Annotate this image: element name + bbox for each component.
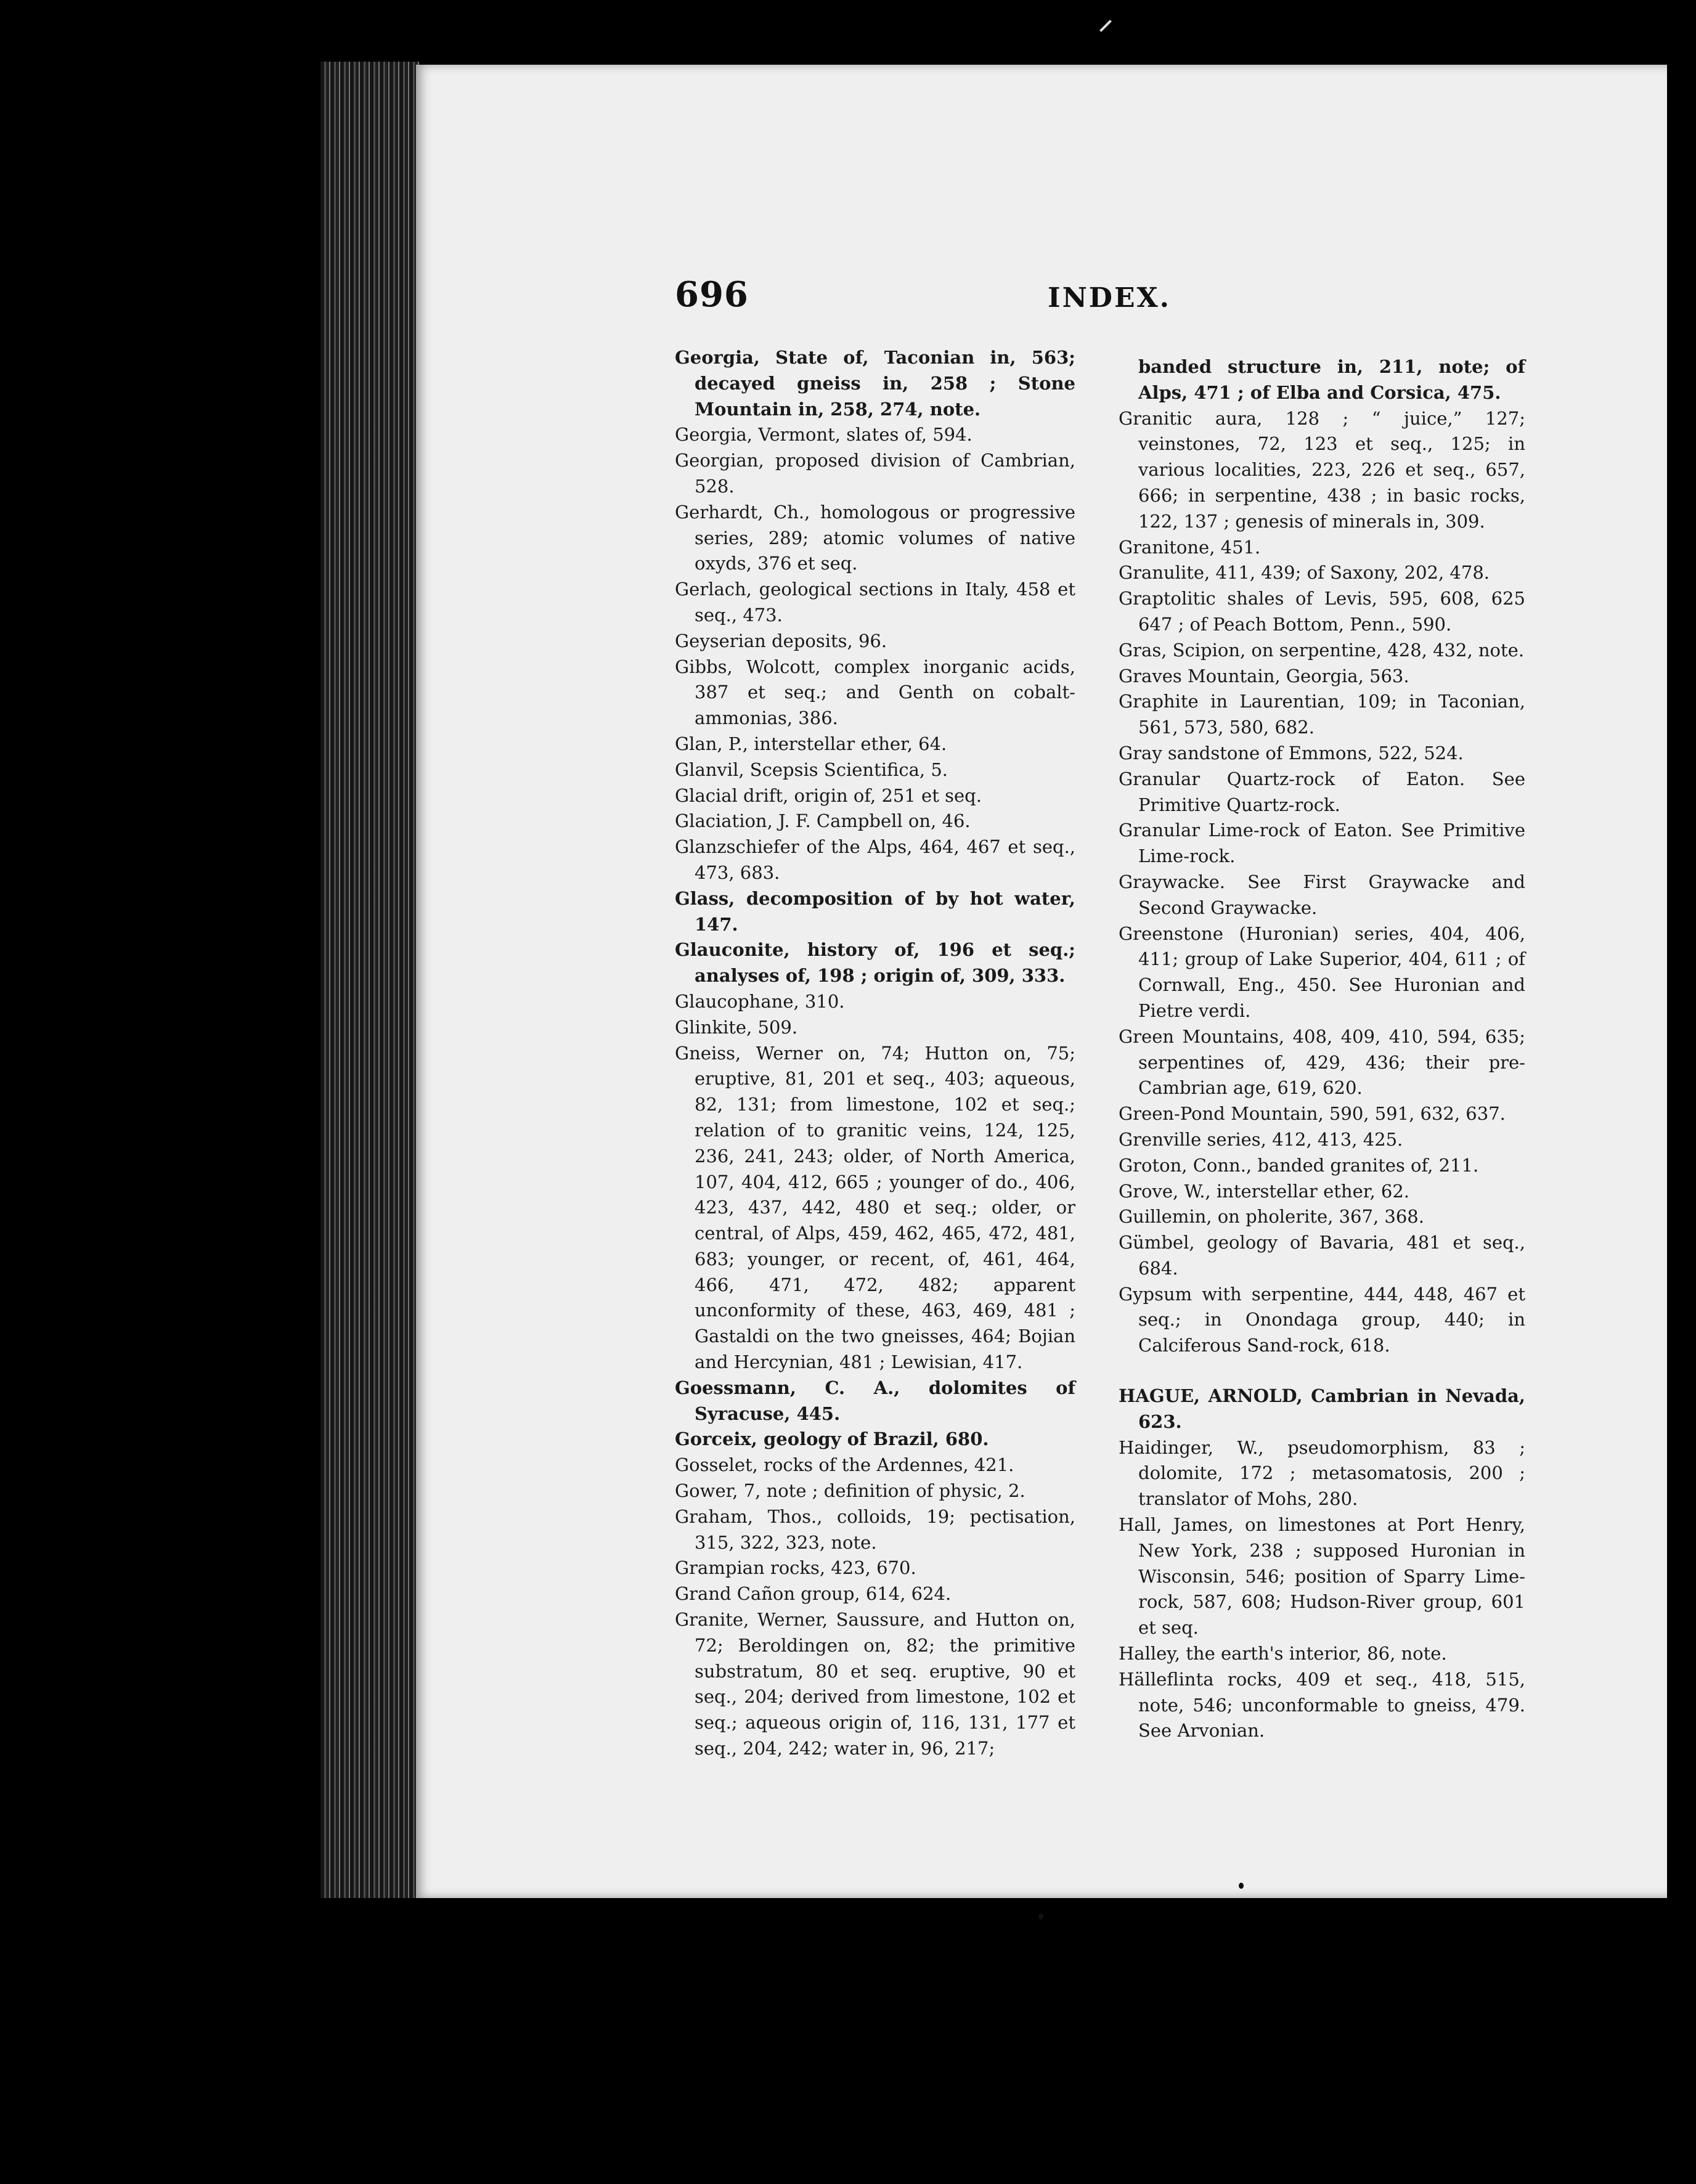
- index-entry: Georgia, Vermont, slates of, 594.: [675, 424, 972, 446]
- index-entry: Gümbel, geology of Bavaria, 481 et seq., 684.: [1119, 1232, 1525, 1279]
- index-entry: Graptolitic shales of Levis, 595, 608, 625 647 ; of Peach Bottom, Penn., 590.: [1119, 588, 1525, 635]
- index-entry: Graywacke. See First Graywacke and Second Graywacke.: [1119, 871, 1525, 918]
- index-entry: Gower, 7, note ; definition of physic, 2.: [675, 1480, 1025, 1502]
- index-entry: Haidinger, W., pseudomorphism, 83 ; dolomite, 172 ; metasomatosis, 200 ; translator of Mohs, 280.: [1119, 1436, 1525, 1510]
- index-entry: Gypsum with serpentine, 444, 448, 467 et seq.; in Onondaga group, 440; in Calciferous Sand-rock, 618.: [1119, 1283, 1525, 1356]
- index-column-right: [1119, 354, 1525, 1744]
- index-entry: Guillemin, on pholerite, 367, 368.: [1119, 1206, 1424, 1228]
- index-entry: Glacial drift, origin of, 251 et seq.: [675, 784, 982, 806]
- index-entry: Glan, P., interstellar ether, 64.: [675, 733, 947, 754]
- index-entry: Grand Cañon group, 614, 624.: [675, 1583, 952, 1605]
- index-entry: Gray sandstone of Emmons, 522, 524.: [1119, 742, 1464, 764]
- scan-speck: [1239, 1883, 1244, 1889]
- index-entry: Goessmann, C. A., dolomites of Syracuse, 445.: [675, 1377, 1075, 1424]
- index-entry: Graphite in Laurentian, 109; in Taconian, 561, 573, 580, 682.: [1119, 691, 1525, 738]
- index-entry: banded structure in, 211, note; of Alps, 471 ; of Elba and Corsica, 475.: [1138, 356, 1525, 403]
- index-entry: Granitone, 451.: [1119, 536, 1261, 558]
- index-entry: Granular Quartz-rock of Eaton. See Primitive Quartz-rock.: [1119, 768, 1525, 815]
- book-page-edges: [320, 62, 419, 1898]
- index-entry: Geyserian deposits, 96.: [675, 630, 887, 651]
- index-column-left: [675, 345, 1075, 1762]
- index-entry: Granular Lime-rock of Eaton. See Primitive Lime-rock.: [1119, 820, 1525, 867]
- index-entry: Granitic aura, 128 ; “ juice,” 127; veinstones, 72, 123 et seq., 125; in various localities, 223, 226 et seq., 657, 666; in serpentine, 438 ; in basic rocks, 122, 137 ; genesis of minerals in, 309.: [1119, 407, 1525, 532]
- index-entry: Greenstone (Huronian) series, 404, 406, 411; group of Lake Superior, 404, 611 ; of Cornwall, Eng., 450. See Huronian and Pietre verdi.: [1119, 923, 1525, 1021]
- index-entry: Glass, decomposition of by hot water, 147.: [675, 887, 1075, 935]
- index-entry: Graham, Thos., colloids, 19; pectisation, 315, 322, 323, note.: [675, 1506, 1075, 1553]
- index-entry: Georgia, State of, Taconian in, 563; decayed gneiss in, 258 ; Stone Mountain in, 258, 274, note.: [675, 347, 1075, 420]
- index-entry: Gibbs, Wolcott, complex inorganic acids, 387 et seq.; and Genth on cobalt-ammonias, 386.: [675, 656, 1075, 729]
- index-entry: Grenville series, 412, 413, 425.: [1119, 1128, 1403, 1150]
- index-entry: Granulite, 411, 439; of Saxony, 202, 478.: [1119, 562, 1490, 584]
- page-number: 696: [675, 274, 749, 315]
- index-entry: Georgian, proposed division of Cambrian, 528.: [675, 450, 1075, 497]
- index-entry: Glaucophane, 310.: [675, 990, 845, 1012]
- index-entry: Halley, the earth's interior, 86, note.: [1119, 1643, 1447, 1664]
- index-entry: Green-Pond Mountain, 590, 591, 632, 637.: [1119, 1103, 1506, 1125]
- index-entry: Gosselet, rocks of the Ardennes, 421.: [675, 1454, 1014, 1476]
- index-entry: Groton, Conn., banded granites of, 211.: [1119, 1154, 1479, 1176]
- index-entry: Glanzschiefer of the Alps, 464, 467 et seq., 473, 683.: [675, 836, 1075, 883]
- index-entry: Gorceix, geology of Brazil, 680.: [675, 1428, 989, 1450]
- scan-speck: [1038, 1913, 1043, 1920]
- index-entry: Granite, Werner, Saussure, and Hutton on, 72; Beroldingen on, 82; the primitive substratum, 80 et seq. eruptive, 90 et seq., 204; derived from limestone, 102 et seq.; aqueous origin of, 116, 131, 177 et seq., 204, 242; water in, 96, 217;: [675, 1609, 1075, 1759]
- index-entry: Gneiss, Werner on, 74; Hutton on, 75; eruptive, 81, 201 et seq., 403; aqueous, 82, 131; from limestone, 102 et seq.; relation of to granitic veins, 124, 125, 236, 241, 243; older, of North America, 107, 404, 412, 665 ; younger of do., 406, 423, 437, 442, 480 et seq.; older, or central, of Alps, 459, 462, 465, 472, 481, 683; younger, or recent, of, 461, 464, 466, 471, 472, 482; apparent unconformity of these, 463, 469, 481 ; Gastaldi on the two gneisses, 464; Bojian and Hercynian, 481 ; Lewisian, 417.: [675, 1042, 1075, 1373]
- index-entry: Grove, W., interstellar ether, 62.: [1119, 1180, 1410, 1202]
- index-entry: Glanvil, Scepsis Scientifica, 5.: [675, 759, 948, 780]
- index-entry: Green Mountains, 408, 409, 410, 594, 635; serpentines of, 429, 436; their pre-Cambrian age, 619, 620.: [1119, 1025, 1525, 1099]
- index-entry: Glaciation, J. F. Campbell on, 46.: [675, 810, 971, 832]
- index-entry: Grampian rocks, 423, 670.: [675, 1557, 916, 1579]
- index-entry: HAGUE, ARNOLD, Cambrian in Nevada, 623.: [1119, 1385, 1525, 1432]
- index-entry: Gerhardt, Ch., homologous or progressive series, 289; atomic volumes of native oxyds, 376 et seq.: [675, 501, 1075, 574]
- index-entry: Hälleflinta rocks, 409 et seq., 418, 515, note, 546; unconformable to gneiss, 479. See Arvonian.: [1119, 1668, 1525, 1742]
- index-entry: Glinkite, 509.: [675, 1016, 798, 1038]
- running-head: INDEX.: [1048, 282, 1171, 314]
- index-entry: Glauconite, history of, 196 et seq.; analyses of, 198 ; origin of, 309, 333.: [675, 939, 1075, 987]
- index-entry: Gerlach, geological sections in Italy, 458 et seq., 473.: [675, 579, 1075, 625]
- index-entry: Gras, Scipion, on serpentine, 428, 432, note.: [1119, 639, 1525, 661]
- index-entry: Graves Mountain, Georgia, 563.: [1119, 665, 1409, 687]
- facing-page-edge: [1667, 62, 1696, 1898]
- index-entry: Hall, James, on limestones at Port Henry, New York, 238 ; supposed Huronian in Wisconsin, 546; position of Sparry Lime-rock, 587, 608; Hudson-River group, 601 et seq.: [1119, 1514, 1525, 1639]
